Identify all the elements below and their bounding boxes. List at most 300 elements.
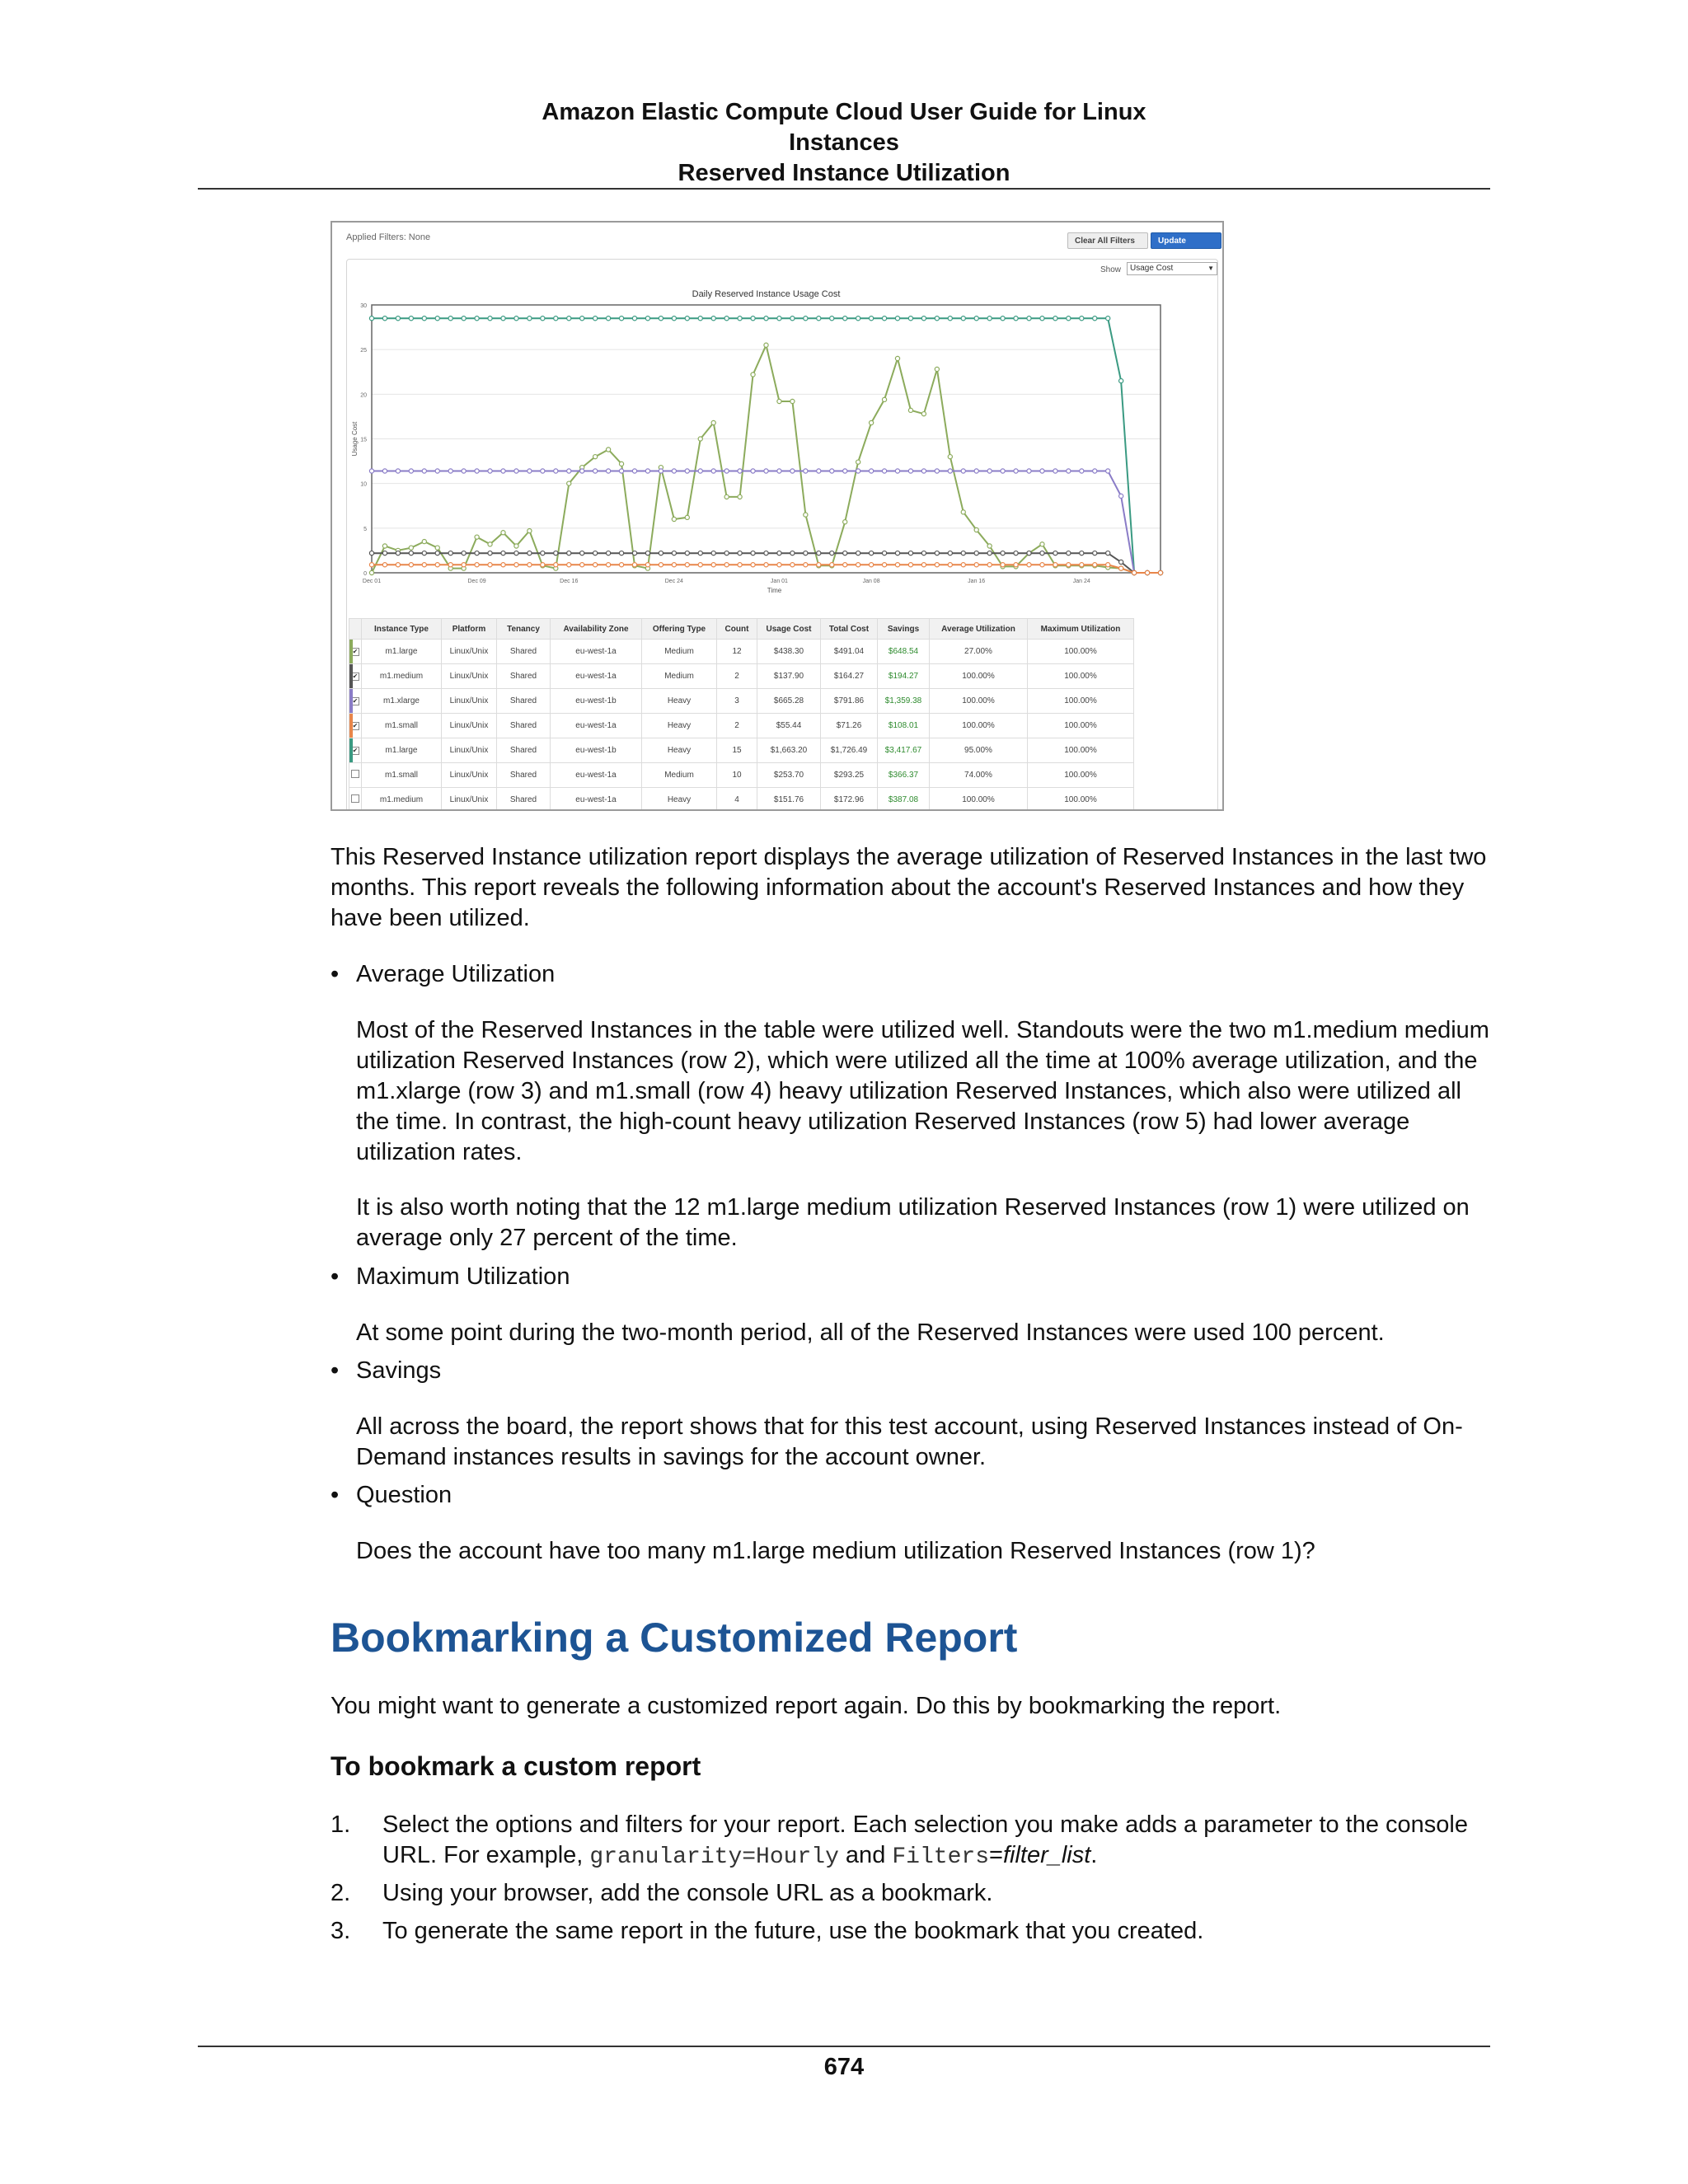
- table-cell: eu-west-1a: [551, 664, 642, 689]
- data-point: [961, 469, 965, 473]
- data-point: [462, 469, 466, 473]
- col-header[interactable]: Maximum Utilization: [1028, 619, 1134, 640]
- table-cell: Shared: [497, 714, 551, 738]
- table-row[interactable]: [349, 664, 1134, 689]
- data-point: [514, 551, 518, 555]
- data-point: [632, 563, 636, 567]
- table-cell: Linux/Unix: [442, 689, 497, 714]
- data-point: [724, 494, 729, 499]
- utilization-table: [349, 618, 1134, 811]
- x-tick-label: Jan 01: [770, 579, 788, 584]
- data-point: [619, 551, 623, 555]
- data-point: [1106, 563, 1110, 567]
- data-point: [948, 469, 952, 473]
- header-subtitle: Instances: [789, 129, 899, 156]
- data-point: [488, 551, 492, 555]
- data-point: [619, 469, 623, 473]
- data-point: [777, 563, 781, 567]
- data-point: [974, 563, 978, 567]
- data-point: [422, 469, 426, 473]
- data-point: [645, 469, 649, 473]
- data-point: [528, 551, 532, 555]
- table-cell: Shared: [497, 664, 551, 689]
- data-point: [921, 563, 926, 567]
- data-point: [790, 551, 795, 555]
- data-point: [448, 551, 452, 555]
- data-point: [804, 469, 808, 473]
- table-row[interactable]: [349, 738, 1134, 763]
- data-point: [382, 563, 387, 567]
- header-rule: [198, 188, 1490, 190]
- data-point: [672, 517, 676, 521]
- data-point: [567, 316, 571, 321]
- table-cell: eu-west-1a: [551, 640, 642, 664]
- data-point: [1014, 563, 1018, 567]
- col-header[interactable]: Tenancy: [497, 619, 551, 640]
- data-point: [488, 563, 492, 567]
- data-point: [987, 563, 992, 567]
- table-row[interactable]: [349, 689, 1134, 714]
- chart-title: Daily Reserved Instance Usage Cost: [692, 289, 841, 299]
- data-point: [895, 563, 899, 567]
- data-point: [1053, 551, 1057, 555]
- data-point: [619, 462, 623, 466]
- data-point: [961, 510, 965, 514]
- data-point: [619, 316, 623, 321]
- y-tick-label: 5: [363, 526, 367, 532]
- data-point: [1080, 469, 1084, 473]
- table-cell: 100.00%: [930, 664, 1028, 689]
- table-cell: $172.96: [821, 788, 878, 812]
- data-point: [870, 316, 874, 321]
- table-cell: 100.00%: [1028, 714, 1134, 738]
- data-point: [987, 544, 992, 548]
- data-point: [738, 316, 742, 321]
- row-checkbox[interactable]: [349, 689, 362, 714]
- x-tick-label: Dec 09: [467, 579, 486, 584]
- data-point: [672, 563, 676, 567]
- col-header[interactable]: Platform: [442, 619, 497, 640]
- table-row[interactable]: [349, 788, 1134, 812]
- data-point: [817, 551, 821, 555]
- data-point: [817, 563, 821, 567]
- data-point: [567, 551, 571, 555]
- table-cell: 100.00%: [1028, 763, 1134, 788]
- table-cell: Linux/Unix: [442, 738, 497, 763]
- data-point: [870, 469, 874, 473]
- data-point: [567, 481, 571, 485]
- data-point: [711, 469, 715, 473]
- table-cell: $648.54: [878, 640, 930, 664]
- code-filters: Filters: [892, 1844, 989, 1870]
- table-cell: $108.01: [878, 714, 930, 738]
- data-point: [396, 563, 400, 567]
- data-point: [804, 563, 808, 567]
- series-color-bar: [349, 788, 353, 811]
- data-point: [895, 551, 899, 555]
- table-cell: $491.04: [821, 640, 878, 664]
- y-tick-label: 25: [360, 348, 367, 354]
- filter-list-placeholder: filter_list: [1002, 1842, 1091, 1868]
- data-point: [921, 469, 926, 473]
- col-header[interactable]: Usage Cost: [757, 619, 821, 640]
- table-cell: $387.08: [878, 788, 930, 812]
- data-point: [528, 469, 532, 473]
- data-point: [645, 551, 649, 555]
- data-point: [987, 316, 992, 321]
- table-cell: 74.00%: [930, 763, 1028, 788]
- col-header[interactable]: Average Utilization: [930, 619, 1028, 640]
- data-point: [830, 469, 834, 473]
- data-point: [804, 316, 808, 321]
- table-cell: $665.28: [757, 689, 821, 714]
- data-point: [659, 469, 663, 473]
- table-cell: $1,663.20: [757, 738, 821, 763]
- data-point: [1093, 316, 1097, 321]
- checkbox[interactable]: ✔: [352, 747, 359, 754]
- x-axis-label: Time: [767, 587, 782, 594]
- chevron-down-icon: ▼: [1207, 265, 1214, 272]
- show-select-value: Usage Cost: [1130, 264, 1174, 273]
- step-text-part: =: [989, 1842, 1003, 1868]
- data-point: [1093, 469, 1097, 473]
- row-checkbox[interactable]: [349, 714, 362, 738]
- data-point: [541, 563, 545, 567]
- table-cell: Linux/Unix: [442, 664, 497, 689]
- bullet-title: Maximum Utilization: [356, 1263, 570, 1290]
- table-cell: m1.large: [362, 640, 442, 664]
- data-point: [882, 469, 886, 473]
- series-line: [372, 345, 1160, 573]
- table-cell: $293.25: [821, 763, 878, 788]
- data-point: [1093, 563, 1097, 567]
- data-point: [908, 551, 912, 555]
- table-header-row: [349, 619, 1134, 640]
- data-point: [396, 469, 400, 473]
- table-cell: eu-west-1a: [551, 714, 642, 738]
- data-point: [948, 455, 952, 459]
- data-point: [804, 513, 808, 517]
- series-color-bar: [349, 664, 353, 688]
- data-point: [1067, 316, 1071, 321]
- row-checkbox[interactable]: [349, 788, 362, 812]
- data-point: [435, 563, 439, 567]
- header-section: Reserved Instance Utilization: [678, 160, 1010, 186]
- data-point: [422, 539, 426, 543]
- data-point: [382, 469, 387, 473]
- table-cell: 95.00%: [930, 738, 1028, 763]
- data-point: [724, 551, 729, 555]
- data-point: [764, 316, 768, 321]
- step-text-part: and: [838, 1842, 893, 1868]
- data-point: [1119, 560, 1123, 564]
- data-point: [698, 551, 702, 555]
- data-point: [843, 316, 847, 321]
- data-point: [1067, 563, 1071, 567]
- row-checkbox[interactable]: [349, 640, 362, 664]
- table-cell: 100.00%: [1028, 689, 1134, 714]
- table-cell: $151.76: [757, 788, 821, 812]
- checkbox[interactable]: ✔: [352, 722, 359, 729]
- checkbox[interactable]: ✔: [352, 648, 359, 655]
- series-color-bar: [349, 738, 353, 762]
- data-point: [698, 437, 702, 441]
- table-cell: Medium: [642, 640, 717, 664]
- x-tick-label: Jan 16: [968, 579, 986, 584]
- applied-filters: Applied Filters: None: [346, 232, 431, 242]
- data-point: [738, 563, 742, 567]
- data-point: [751, 469, 755, 473]
- table-cell: Linux/Unix: [442, 640, 497, 664]
- data-point: [1119, 378, 1123, 382]
- data-point: [856, 460, 860, 464]
- data-point: [528, 316, 532, 321]
- data-point: [685, 551, 689, 555]
- table-cell: m1.medium: [362, 788, 442, 812]
- data-point: [369, 469, 373, 473]
- data-point: [607, 316, 611, 321]
- checkbox[interactable]: ✔: [352, 697, 359, 705]
- table-cell: Heavy: [642, 738, 717, 763]
- data-point: [462, 563, 466, 567]
- data-point: [475, 316, 479, 321]
- data-point: [501, 316, 505, 321]
- data-point: [659, 551, 663, 555]
- data-point: [1027, 563, 1031, 567]
- col-header[interactable]: Offering Type: [642, 619, 717, 640]
- data-point: [764, 343, 768, 347]
- data-point: [514, 544, 518, 548]
- x-tick-label: Dec 24: [664, 579, 683, 584]
- data-point: [738, 469, 742, 473]
- table-cell: Medium: [642, 664, 717, 689]
- data-point: [790, 563, 795, 567]
- data-point: [528, 563, 532, 567]
- data-point: [685, 515, 689, 519]
- data-point: [672, 469, 676, 473]
- table-cell: eu-west-1a: [551, 763, 642, 788]
- data-point: [580, 563, 584, 567]
- section-heading: Bookmarking a Customized Report: [331, 1615, 1018, 1661]
- data-point: [528, 528, 532, 532]
- data-point: [1106, 316, 1110, 321]
- bullet-title: Savings: [356, 1357, 442, 1384]
- data-point: [948, 563, 952, 567]
- data-point: [567, 563, 571, 567]
- question-paragraph: Does the account have too many m1.large medium utilization Reserved Instances (row 1)?: [356, 1538, 1315, 1564]
- data-point: [711, 420, 715, 424]
- data-point: [448, 469, 452, 473]
- table-cell: 100.00%: [930, 689, 1028, 714]
- data-point: [870, 563, 874, 567]
- max-util-paragraph: At some point during the two-month period, all of the Reserved Instances were used 100 percent.: [356, 1319, 1385, 1346]
- data-point: [1027, 469, 1031, 473]
- col-header[interactable]: Count: [717, 619, 757, 640]
- data-point: [1080, 316, 1084, 321]
- data-point: [567, 469, 571, 473]
- update-report-button[interactable]: Update Report: [1151, 232, 1221, 249]
- data-point: [632, 316, 636, 321]
- procedure-title: To bookmark a custom report: [331, 1751, 701, 1781]
- table-cell: Linux/Unix: [442, 788, 497, 812]
- data-point: [475, 535, 479, 539]
- bullet-icon: •: [331, 1263, 340, 1290]
- table-cell: $71.26: [821, 714, 878, 738]
- data-point: [1053, 563, 1057, 567]
- table-cell: 10: [717, 763, 757, 788]
- avg-util-paragraph: Most of the Reserved Instances in the table were utilized well. Standouts were the two m1.medium medium utilization Reserved Instances (row 2), which were utilized all the time at 100% average utilization, and the m1.xlarge (row 3) and m1.small (row 4) heavy utilization Reserved Instances, which also were utilized all the time. In contrast, the high-count heavy utilization Reserved Instances (row 5) had lower average utilization rates.: [356, 1017, 1489, 1165]
- data-point: [541, 469, 545, 473]
- table-cell: $438.30: [757, 640, 821, 664]
- data-point: [921, 316, 926, 321]
- data-point: [382, 544, 387, 548]
- data-point: [554, 563, 558, 567]
- data-point: [738, 494, 742, 499]
- data-point: [935, 563, 939, 567]
- intro-paragraph: This Reserved Instance utilization report displays the average utilization of Reserved Instances in the last two months. This report reveals the following information about the account's Reserved Instances and how they have been utilized.: [331, 844, 1487, 931]
- data-point: [1014, 551, 1018, 555]
- col-header[interactable]: Instance Type: [362, 619, 442, 640]
- col-header[interactable]: Savings: [878, 619, 930, 640]
- data-point: [488, 316, 492, 321]
- data-point: [501, 531, 505, 535]
- table-cell: $164.27: [821, 664, 878, 689]
- step-number: 1.: [331, 1811, 351, 1838]
- row-checkbox[interactable]: [349, 738, 362, 763]
- table-cell: $194.27: [878, 664, 930, 689]
- data-point: [369, 551, 373, 555]
- data-point: [488, 542, 492, 546]
- data-point: [698, 316, 702, 321]
- data-point: [488, 469, 492, 473]
- data-point: [369, 570, 373, 574]
- data-point: [1106, 551, 1110, 555]
- data-point: [882, 563, 886, 567]
- data-point: [1040, 469, 1044, 473]
- savings-paragraph: All across the board, the report shows that for this test account, using Reserved Instances instead of On-Demand instances results in savings for the account owner.: [356, 1413, 1463, 1470]
- data-point: [830, 316, 834, 321]
- table-cell: Shared: [497, 689, 551, 714]
- table-row[interactable]: [349, 763, 1134, 788]
- data-point: [974, 551, 978, 555]
- data-point: [908, 408, 912, 412]
- y-tick-label: 0: [363, 571, 367, 577]
- table-cell: m1.small: [362, 714, 442, 738]
- table-cell: Shared: [497, 738, 551, 763]
- step-text-part: .: [1090, 1842, 1098, 1868]
- data-point: [777, 551, 781, 555]
- step-text-part: Select the options and filters for your report. Each selection you make adds a parameter to the console URL. For example,: [382, 1811, 1469, 1868]
- data-point: [435, 546, 439, 550]
- section-intro: You might want to generate a customized report again. Do this by bookmarking the report.: [331, 1693, 1282, 1719]
- data-point: [1040, 542, 1044, 546]
- data-point: [369, 563, 373, 567]
- data-point: [711, 551, 715, 555]
- data-point: [514, 316, 518, 321]
- data-point: [882, 316, 886, 321]
- data-point: [935, 367, 939, 371]
- data-point: [764, 469, 768, 473]
- table-row[interactable]: [349, 714, 1134, 738]
- data-point: [435, 551, 439, 555]
- data-point: [908, 469, 912, 473]
- row-checkbox[interactable]: [349, 763, 362, 788]
- data-point: [514, 469, 518, 473]
- data-point: [974, 469, 978, 473]
- data-point: [1145, 570, 1149, 574]
- data-point: [895, 316, 899, 321]
- data-point: [1106, 469, 1110, 473]
- checkbox[interactable]: ✔: [352, 673, 359, 680]
- clear-all-filters-button[interactable]: Clear All Filters: [1067, 232, 1148, 249]
- data-point: [607, 448, 611, 452]
- data-point: [711, 563, 715, 567]
- page-number: 674: [823, 2054, 865, 2080]
- data-point: [724, 469, 729, 473]
- data-point: [501, 563, 505, 567]
- data-point: [751, 373, 755, 377]
- y-tick-label: 20: [360, 392, 367, 399]
- table-cell: 2: [717, 714, 757, 738]
- data-point: [1132, 570, 1137, 574]
- table-cell: eu-west-1a: [551, 788, 642, 812]
- step-number: 2.: [331, 1880, 351, 1906]
- data-point: [908, 316, 912, 321]
- data-point: [1053, 469, 1057, 473]
- table-cell: eu-west-1b: [551, 689, 642, 714]
- data-point: [974, 527, 978, 532]
- data-point: [987, 551, 992, 555]
- series-line: [372, 318, 1160, 573]
- table-cell: $253.70: [757, 763, 821, 788]
- data-point: [856, 469, 860, 473]
- data-point: [514, 563, 518, 567]
- row-checkbox[interactable]: [349, 664, 362, 689]
- step-text: Using your browser, add the console URL as a bookmark.: [382, 1880, 993, 1906]
- data-point: [738, 551, 742, 555]
- data-point: [751, 551, 755, 555]
- data-point: [593, 551, 598, 555]
- x-tick-label: Jan 24: [1072, 579, 1090, 584]
- data-point: [632, 469, 636, 473]
- data-point: [685, 563, 689, 567]
- table-row[interactable]: [349, 640, 1134, 664]
- col-header[interactable]: Availability Zone: [551, 619, 642, 640]
- data-point: [593, 469, 598, 473]
- data-point: [593, 563, 598, 567]
- data-point: [1001, 551, 1005, 555]
- data-point: [501, 551, 505, 555]
- data-point: [409, 469, 413, 473]
- data-point: [659, 563, 663, 567]
- data-point: [607, 469, 611, 473]
- table-cell: Shared: [497, 788, 551, 812]
- data-point: [843, 520, 847, 524]
- data-point: [409, 563, 413, 567]
- data-point: [711, 316, 715, 321]
- data-point: [817, 316, 821, 321]
- data-point: [856, 551, 860, 555]
- data-point: [751, 563, 755, 567]
- data-point: [435, 316, 439, 321]
- col-header[interactable]: Total Cost: [821, 619, 878, 640]
- table-cell: 100.00%: [1028, 788, 1134, 812]
- show-label: Show: [1100, 265, 1122, 274]
- series-color-bar: [349, 640, 353, 663]
- data-point: [698, 469, 702, 473]
- table-cell: Heavy: [642, 714, 717, 738]
- code-granularity: granularity=Hourly: [589, 1844, 839, 1870]
